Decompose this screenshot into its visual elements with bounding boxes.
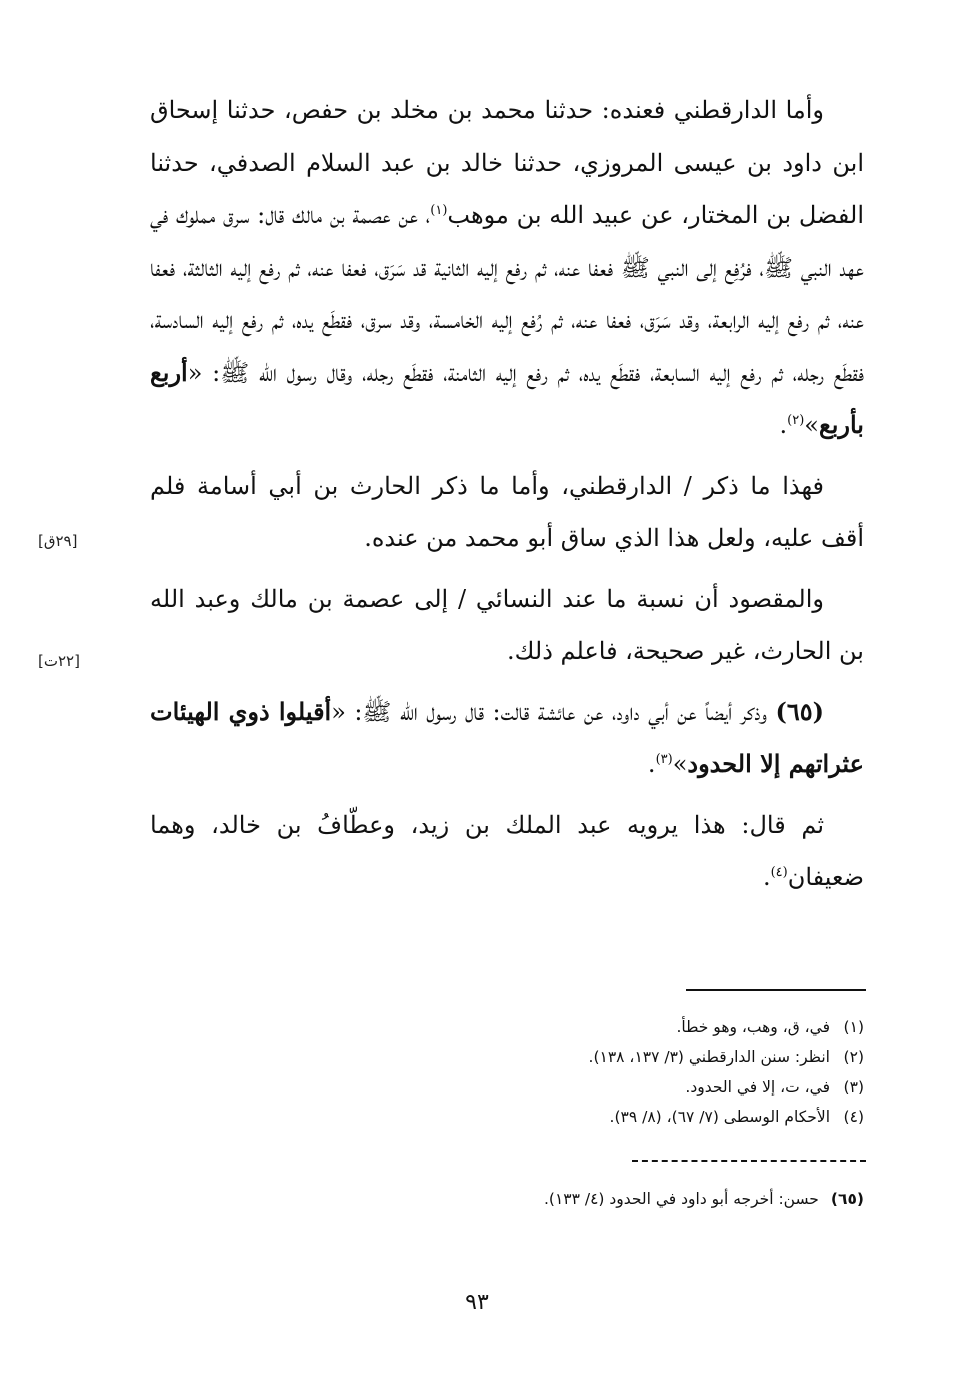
hadith-number: (٦٥) (775, 696, 824, 726)
source-note-number: (٦٥) (830, 1190, 864, 1208)
footnote-number: (٢) (843, 1048, 864, 1066)
footnote-text: انظر: سنن الدارقطني (٣/ ١٣٧، ١٣٨). (588, 1048, 830, 1066)
footnote-ref-4[interactable]: (٤) (770, 865, 788, 880)
hadith-source-note (150, 1184, 864, 1214)
margin-manuscript-ref-1: [٢٩ق] (38, 532, 78, 550)
paragraph-narrators-weak (150, 799, 864, 904)
footnote-number: (٣) (843, 1078, 864, 1096)
footnote-ref-1[interactable]: (١) (430, 203, 448, 218)
footnote-text: في، ت، إلا في الحدود. (685, 1078, 830, 1096)
text-segment: » (672, 750, 688, 778)
paragraph-daraqutni-narration (150, 84, 864, 452)
paragraph-hadith-65 (150, 686, 864, 791)
main-text (150, 84, 864, 904)
text-segment: وذكر أيضاً عن أبي داود، عن عائشة قالت: قال رسول الله ﷺ: « (331, 697, 776, 726)
text-segment: ، عن عصمة بن مالك قال: سرق مملوك في عهد النبي ﷺ، فرُفِع إلى النبي ﷺ فعفا عنه، ثم رفع إليه الثانية قد سَرَق، فعفا عنه، ثم رفع إليه الثالثة، فعفا عنه، ثم رفع إليه الرابعة، وقد سَرَق، فعفا عنه، ثم رُفع إليه الخامسة، وقد سرق، فقطَع يده، ثم رفع إليه السادسة، فقطَع رجله، ثم رفع إليه السابعة، فقطَع يده، ثم رفع إليه الثامنة، فقطَع رجله، وقال رسول الله ﷺ: « (150, 201, 864, 387)
footnote-4 (150, 1102, 864, 1132)
footnote-ref-2[interactable]: (٢) (787, 413, 805, 428)
footnote-text: الأحكام الوسطى (٧/ ٦٧)، (٨/ ٣٩). (609, 1108, 830, 1126)
margin-manuscript-ref-2: [٢٢ت] (38, 652, 80, 670)
hadith-quote: أقيلوا ذوي الهيئات عثراتهم إلا الحدود (150, 696, 864, 778)
footnote-1 (150, 1012, 864, 1042)
text-segment: . (779, 411, 788, 439)
hadith-quote: أربع بأربع (150, 357, 864, 439)
paragraph-nasai-note: والمقصود أن نسبة ما عند النسائي / إلى عصمة بن مالك وعبد الله بن الحارث، غير صحيحة، فاعلم ذلك. (150, 584, 864, 665)
text-segment: . (762, 863, 771, 891)
footnote-ref-3[interactable]: (٣) (655, 752, 673, 767)
footnote-number: (١) (843, 1018, 864, 1036)
text-segment: وأما الدارقطني فعنده: حدثنا محمد بن مخلد بن حفص، حدثنا إسحاق ابن داود بن عيسى المروزي، حدثنا خالد بن عبد السلام الصدفي، حدثنا الفضل بن المختار، عن عبيد الله بن موهب (150, 96, 864, 229)
footnotes (150, 1012, 864, 1132)
paragraph-harith-note: فهذا ما ذكر / الدارقطني، وأما ما ذكر الحارث بن أبي أسامة فلم أقف عليه، ولعل هذا الذي ساق أبو محمد من عنده. (150, 471, 864, 552)
footnote-number: (٤) (843, 1108, 864, 1126)
source-note-text: حسن: أخرجه أبو داود في الحدود (٤/ ١٣٣). (543, 1190, 819, 1208)
footnote-text: في، ق، وهب، وهو خطأ. (676, 1018, 830, 1036)
page-number: ٩٣ (465, 1290, 489, 1315)
footnote-2 (150, 1042, 864, 1072)
footnote-3 (150, 1072, 864, 1102)
text-segment: . (647, 750, 656, 778)
text-segment: ثم قال: هذا يرويه عبد الملك بن زيد، وعطّافُ بن خالد، وهما ضعيفان (150, 810, 864, 891)
source-divider (632, 1160, 866, 1162)
footnote-divider (686, 989, 866, 991)
text-segment: » (804, 411, 819, 439)
